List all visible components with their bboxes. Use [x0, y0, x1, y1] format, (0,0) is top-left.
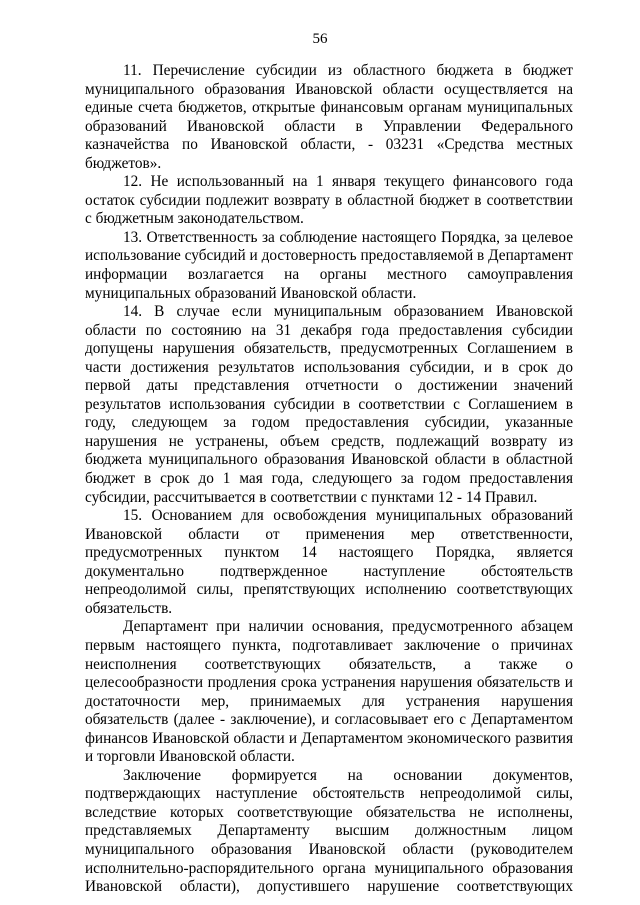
page-number: 56	[312, 31, 328, 47]
paragraph-item-13: 13. Ответственность за соблюдение настоящего Порядка, за целевое использование субсидий и достоверность предоставляемой в Департамент информации возлагается на органы местного самоуправления муниципальных образований Ивановской области.	[85, 228, 573, 302]
paragraph-item-12: 12. Не использованный на 1 января текущего финансового года остаток субсидии подлежит возврату в областной бюджет в соответствии с бюджетным законодательством.	[85, 173, 573, 228]
paragraph-item-11: 11. Перечисление субсидии из областного бюджета в бюджет муниципального образования Ивановской области осуществляется на единые счета бюджетов, открытые финансовым органам муниципальных образований Ивановской области в Управлении Федерального казначейства по Ивановской области, - 03231 «Средства местных бюджетов».	[85, 62, 573, 172]
paragraph-conclusion: Заключение формируется на основании документов, подтверждающих наступление обстоятельств непреодолимой силы, вследствие которых соответствующие обязательства не исполнены, представляемых Департаменту высшим должностным лицом муниципального образования Ивановской области (руководителем исполнительно-распорядительного органа муниципального образования Ивановской области), допустившего нарушение соответствующих	[85, 766, 573, 896]
paragraph-item-15: 15. Основанием для освобождения муниципальных образований Ивановской области от применения мер ответственности, предусмотренных пунктом 14 настоящего Порядка, является документально подтвержденное наступление обстоятельств непреодолимой силы, препятствующих исполнению соответствующих обязательств.	[85, 507, 573, 617]
paragraph-item-14: 14. В случае если муниципальным образованием Ивановской области по состоянию на 31 декабря года предоставления субсидии допущены нарушения обязательств, предусмотренных Соглашением в части достижения результатов использования субсидии, и в срок до первой даты представления отчетности о достижении значений результатов использования субсидии в соответствии с Соглашением в году, следующем за годом предоставления субсидии, указанные нарушения не устранены, объем средств, подлежащий возврату из бюджета муниципального образования Ивановской области в областной бюджет в срок до 1 мая года, следующего за годом предоставления субсидии, рассчитывается в соответствии с пунктами 12 - 14 Правил.	[85, 303, 573, 506]
document-body	[85, 62, 573, 897]
paragraph-department: Департамент при наличии основания, предусмотренного абзацем первым настоящего пункта, подготавливает заключение о причинах неисполнения соответствующих обязательств, а также о целесообразности продления срока устранения нарушения обязательств и достаточности мер, принимаемых для устранения нарушения обязательств (далее - заключение), и согласовывает его с Департаментом финансов Ивановской области и Департаментом экономического развития и торговли Ивановской области.	[85, 618, 573, 766]
